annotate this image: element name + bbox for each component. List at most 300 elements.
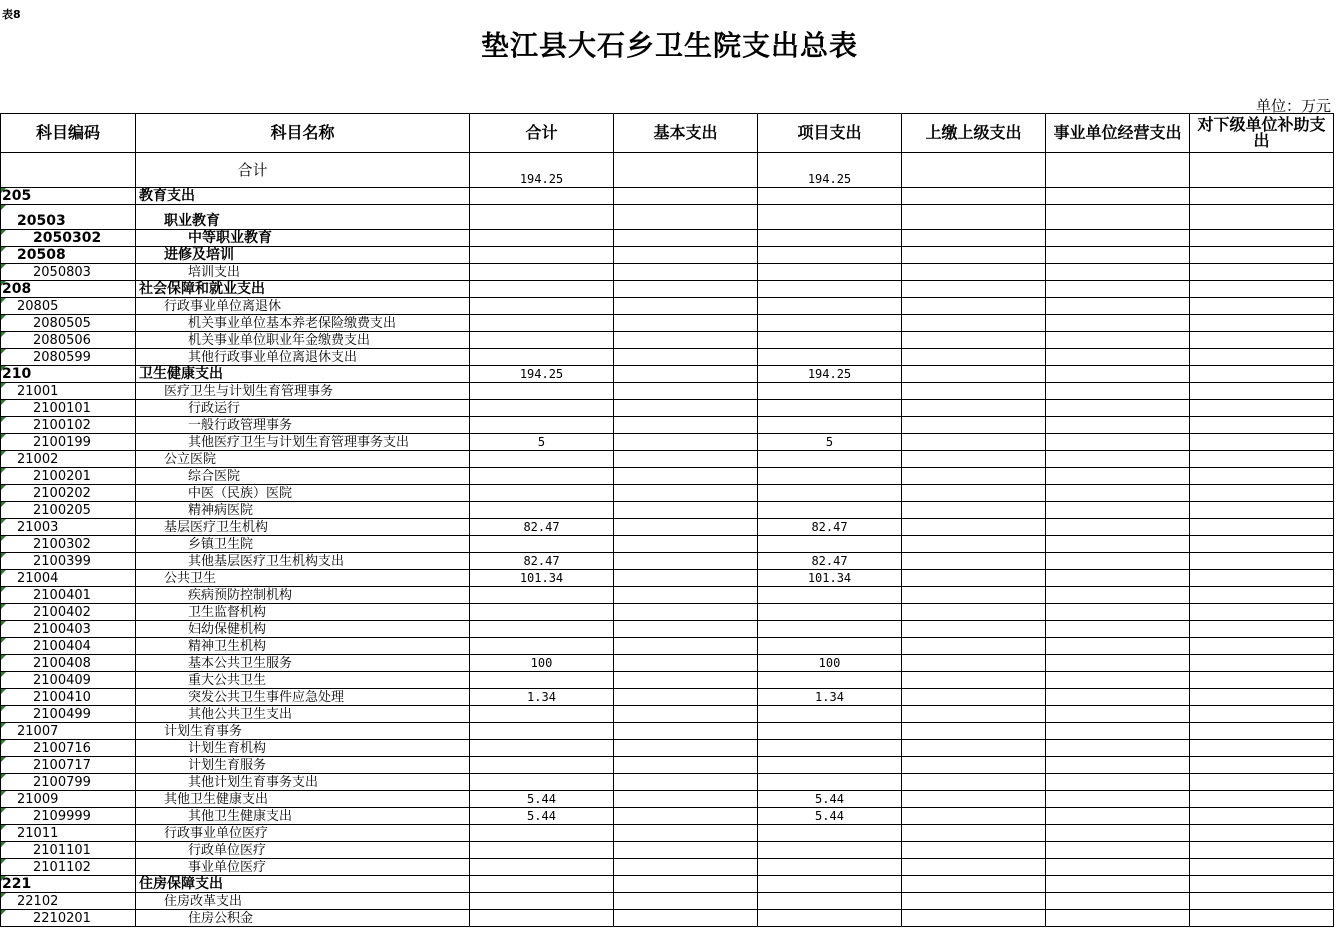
row-basic xyxy=(614,247,758,264)
row-name: 事业单位医疗 xyxy=(136,859,470,876)
row-upper xyxy=(902,281,1046,298)
row-business xyxy=(1046,859,1190,876)
row-name: 其他卫生健康支出 xyxy=(136,808,470,825)
row-project xyxy=(758,205,902,230)
row-basic xyxy=(614,281,758,298)
row-subsidy xyxy=(1190,706,1334,723)
row-sum xyxy=(470,859,614,876)
row-project: 5.44 xyxy=(758,791,902,808)
row-name: 机关事业单位基本养老保险缴费支出 xyxy=(136,315,470,332)
row-upper xyxy=(902,468,1046,485)
row-business xyxy=(1046,400,1190,417)
row-project xyxy=(758,910,902,927)
header-sum: 合计 xyxy=(470,114,614,153)
row-business xyxy=(1046,188,1190,205)
row-sum xyxy=(470,281,614,298)
row-project xyxy=(758,706,902,723)
row-upper xyxy=(902,264,1046,281)
total-label: 合计 xyxy=(136,153,470,188)
row-business xyxy=(1046,553,1190,570)
row-code: 2101101 xyxy=(1,842,136,859)
table-row xyxy=(1,842,1334,859)
row-business xyxy=(1046,655,1190,672)
page-title: 垫江县大石乡卫生院支出总表 xyxy=(480,29,858,62)
row-business xyxy=(1046,604,1190,621)
row-project xyxy=(758,740,902,757)
row-code: 221 xyxy=(1,876,136,893)
row-business xyxy=(1046,298,1190,315)
row-business xyxy=(1046,366,1190,383)
header-name: 科目名称 xyxy=(136,114,470,153)
row-project: 82.47 xyxy=(758,519,902,536)
row-business xyxy=(1046,536,1190,553)
row-project xyxy=(758,383,902,400)
row-business xyxy=(1046,740,1190,757)
unit-label: 单位：万元 xyxy=(1255,97,1331,115)
row-code: 2100799 xyxy=(1,774,136,791)
row-basic xyxy=(614,587,758,604)
row-upper xyxy=(902,502,1046,519)
row-code: 2101102 xyxy=(1,859,136,876)
row-name: 一般行政管理事务 xyxy=(136,417,470,434)
row-subsidy xyxy=(1190,859,1334,876)
row-business xyxy=(1046,570,1190,587)
table-row xyxy=(1,281,1334,298)
row-basic xyxy=(614,205,758,230)
total-business xyxy=(1046,153,1190,188)
total-sum: 194.25 xyxy=(470,153,614,188)
header-code: 科目编码 xyxy=(1,114,136,153)
row-name: 进修及培训 xyxy=(136,247,470,264)
row-basic xyxy=(614,621,758,638)
row-business xyxy=(1046,638,1190,655)
row-project xyxy=(758,723,902,740)
row-upper xyxy=(902,332,1046,349)
row-sum: 101.34 xyxy=(470,570,614,587)
row-upper xyxy=(902,553,1046,570)
row-basic xyxy=(614,417,758,434)
row-sum xyxy=(470,825,614,842)
row-subsidy xyxy=(1190,264,1334,281)
row-subsidy xyxy=(1190,188,1334,205)
row-business xyxy=(1046,808,1190,825)
row-sum xyxy=(470,757,614,774)
row-project xyxy=(758,281,902,298)
table-row xyxy=(1,205,1334,230)
table-row xyxy=(1,655,1334,672)
table-row xyxy=(1,247,1334,264)
table-row xyxy=(1,910,1334,927)
row-name: 卫生健康支出 xyxy=(136,366,470,383)
row-subsidy xyxy=(1190,689,1334,706)
row-basic xyxy=(614,451,758,468)
table-row xyxy=(1,417,1334,434)
row-name: 行政运行 xyxy=(136,400,470,417)
row-project xyxy=(758,230,902,247)
row-subsidy xyxy=(1190,315,1334,332)
row-upper xyxy=(902,417,1046,434)
row-subsidy xyxy=(1190,247,1334,264)
row-sum xyxy=(470,247,614,264)
row-name: 其他计划生育事务支出 xyxy=(136,774,470,791)
row-project: 82.47 xyxy=(758,553,902,570)
row-name: 其他卫生健康支出 xyxy=(136,791,470,808)
row-business xyxy=(1046,876,1190,893)
row-sum xyxy=(470,468,614,485)
row-basic xyxy=(614,434,758,451)
table-row xyxy=(1,638,1334,655)
row-sum xyxy=(470,638,614,655)
row-sum: 82.47 xyxy=(470,553,614,570)
row-name: 其他行政事业单位离退休支出 xyxy=(136,349,470,366)
row-business xyxy=(1046,434,1190,451)
row-code: 2100403 xyxy=(1,621,136,638)
row-sum: 5.44 xyxy=(470,791,614,808)
row-business xyxy=(1046,485,1190,502)
row-subsidy xyxy=(1190,774,1334,791)
row-basic xyxy=(614,876,758,893)
row-business xyxy=(1046,825,1190,842)
row-name: 其他基层医疗卫生机构支出 xyxy=(136,553,470,570)
row-sum xyxy=(470,672,614,689)
table-row xyxy=(1,400,1334,417)
row-upper xyxy=(902,910,1046,927)
row-name: 其他医疗卫生与计划生育管理事务支出 xyxy=(136,434,470,451)
row-code: 2100199 xyxy=(1,434,136,451)
table-row xyxy=(1,774,1334,791)
row-project xyxy=(758,332,902,349)
row-subsidy xyxy=(1190,876,1334,893)
row-subsidy xyxy=(1190,519,1334,536)
row-subsidy xyxy=(1190,757,1334,774)
row-business xyxy=(1046,910,1190,927)
row-sum xyxy=(470,485,614,502)
row-basic xyxy=(614,536,758,553)
row-code: 21001 xyxy=(1,383,136,400)
row-name: 妇幼保健机构 xyxy=(136,621,470,638)
row-basic xyxy=(614,672,758,689)
table-row xyxy=(1,230,1334,247)
row-business xyxy=(1046,264,1190,281)
row-sum xyxy=(470,349,614,366)
row-project xyxy=(758,876,902,893)
row-subsidy xyxy=(1190,587,1334,604)
row-business xyxy=(1046,468,1190,485)
row-project xyxy=(758,188,902,205)
row-name: 基本公共卫生服务 xyxy=(136,655,470,672)
row-sum xyxy=(470,400,614,417)
row-upper xyxy=(902,706,1046,723)
row-project xyxy=(758,621,902,638)
row-name: 精神卫生机构 xyxy=(136,638,470,655)
row-project xyxy=(758,842,902,859)
row-subsidy xyxy=(1190,298,1334,315)
row-business xyxy=(1046,774,1190,791)
row-business xyxy=(1046,281,1190,298)
row-project xyxy=(758,485,902,502)
row-subsidy xyxy=(1190,451,1334,468)
header-business: 事业单位经营支出 xyxy=(1046,114,1190,153)
row-upper xyxy=(902,638,1046,655)
row-name: 精神病医院 xyxy=(136,502,470,519)
row-name: 教育支出 xyxy=(136,188,470,205)
row-business xyxy=(1046,417,1190,434)
row-project xyxy=(758,893,902,910)
row-code: 2100399 xyxy=(1,553,136,570)
row-business xyxy=(1046,230,1190,247)
row-project xyxy=(758,757,902,774)
row-basic xyxy=(614,893,758,910)
row-business xyxy=(1046,842,1190,859)
row-code: 21004 xyxy=(1,570,136,587)
row-project xyxy=(758,672,902,689)
row-basic xyxy=(614,553,758,570)
row-sum: 194.25 xyxy=(470,366,614,383)
row-basic xyxy=(614,315,758,332)
row-business xyxy=(1046,502,1190,519)
row-subsidy xyxy=(1190,281,1334,298)
row-code: 2080599 xyxy=(1,349,136,366)
row-subsidy xyxy=(1190,791,1334,808)
table-row xyxy=(1,485,1334,502)
row-code: 2080506 xyxy=(1,332,136,349)
row-name: 疾病预防控制机构 xyxy=(136,587,470,604)
row-upper xyxy=(902,434,1046,451)
row-name: 综合医院 xyxy=(136,468,470,485)
row-business xyxy=(1046,893,1190,910)
row-subsidy xyxy=(1190,825,1334,842)
row-sum xyxy=(470,621,614,638)
row-basic xyxy=(614,706,758,723)
row-project xyxy=(758,825,902,842)
row-code: 2050803 xyxy=(1,264,136,281)
row-subsidy xyxy=(1190,332,1334,349)
row-subsidy xyxy=(1190,366,1334,383)
row-subsidy xyxy=(1190,893,1334,910)
table-row xyxy=(1,621,1334,638)
row-upper xyxy=(902,451,1046,468)
row-sum xyxy=(470,298,614,315)
row-basic xyxy=(614,604,758,621)
row-project xyxy=(758,298,902,315)
table-row xyxy=(1,723,1334,740)
table-row xyxy=(1,188,1334,205)
table-row xyxy=(1,706,1334,723)
row-name: 社会保障和就业支出 xyxy=(136,281,470,298)
row-code: 2100404 xyxy=(1,638,136,655)
table-row xyxy=(1,519,1334,536)
row-upper xyxy=(902,400,1046,417)
row-sum: 100 xyxy=(470,655,614,672)
row-code: 2100101 xyxy=(1,400,136,417)
row-project xyxy=(758,604,902,621)
row-sum xyxy=(470,604,614,621)
row-subsidy xyxy=(1190,808,1334,825)
row-subsidy xyxy=(1190,536,1334,553)
row-upper xyxy=(902,366,1046,383)
row-sum xyxy=(470,536,614,553)
row-upper xyxy=(902,188,1046,205)
total-row xyxy=(1,153,1334,188)
row-basic xyxy=(614,689,758,706)
row-subsidy xyxy=(1190,655,1334,672)
row-name: 中等职业教育 xyxy=(136,230,470,247)
row-sum: 82.47 xyxy=(470,519,614,536)
row-code: 2100302 xyxy=(1,536,136,553)
row-upper xyxy=(902,774,1046,791)
row-upper xyxy=(902,315,1046,332)
row-code: 2100201 xyxy=(1,468,136,485)
row-business xyxy=(1046,349,1190,366)
table-row xyxy=(1,383,1334,400)
row-subsidy xyxy=(1190,842,1334,859)
row-basic xyxy=(614,842,758,859)
row-project xyxy=(758,264,902,281)
row-subsidy xyxy=(1190,621,1334,638)
row-upper xyxy=(902,519,1046,536)
row-project: 5.44 xyxy=(758,808,902,825)
row-basic xyxy=(614,468,758,485)
row-sum xyxy=(470,451,614,468)
table-row xyxy=(1,757,1334,774)
row-name: 医疗卫生与计划生育管理事务 xyxy=(136,383,470,400)
row-subsidy xyxy=(1190,553,1334,570)
row-code: 21003 xyxy=(1,519,136,536)
table-row xyxy=(1,434,1334,451)
row-business xyxy=(1046,689,1190,706)
row-basic xyxy=(614,910,758,927)
row-business xyxy=(1046,723,1190,740)
row-project xyxy=(758,247,902,264)
table-row xyxy=(1,570,1334,587)
row-code: 2100409 xyxy=(1,672,136,689)
row-project xyxy=(758,349,902,366)
row-upper xyxy=(902,791,1046,808)
row-subsidy xyxy=(1190,434,1334,451)
row-upper xyxy=(902,230,1046,247)
row-sum xyxy=(470,502,614,519)
row-name: 公立医院 xyxy=(136,451,470,468)
table-row xyxy=(1,604,1334,621)
row-code: 21002 xyxy=(1,451,136,468)
row-subsidy xyxy=(1190,485,1334,502)
row-basic xyxy=(614,264,758,281)
row-business xyxy=(1046,672,1190,689)
row-upper xyxy=(902,655,1046,672)
row-project xyxy=(758,417,902,434)
row-project xyxy=(758,536,902,553)
row-basic xyxy=(614,383,758,400)
row-basic xyxy=(614,655,758,672)
row-business xyxy=(1046,332,1190,349)
row-basic xyxy=(614,298,758,315)
row-basic xyxy=(614,230,758,247)
row-business xyxy=(1046,621,1190,638)
row-upper xyxy=(902,383,1046,400)
row-sum xyxy=(470,842,614,859)
row-code: 21011 xyxy=(1,825,136,842)
row-project xyxy=(758,587,902,604)
expenditure-table xyxy=(0,113,1334,927)
row-basic xyxy=(614,519,758,536)
table-number: 表8 xyxy=(2,8,21,21)
row-code: 2050302 xyxy=(1,230,136,247)
row-name: 行政事业单位医疗 xyxy=(136,825,470,842)
row-subsidy xyxy=(1190,740,1334,757)
row-basic xyxy=(614,774,758,791)
row-subsidy xyxy=(1190,400,1334,417)
table-row xyxy=(1,672,1334,689)
row-code: 2210201 xyxy=(1,910,136,927)
table-row xyxy=(1,451,1334,468)
row-code: 2100716 xyxy=(1,740,136,757)
row-project xyxy=(758,468,902,485)
row-code: 22102 xyxy=(1,893,136,910)
table-row xyxy=(1,332,1334,349)
row-code: 20503 xyxy=(1,205,136,230)
row-basic xyxy=(614,349,758,366)
total-basic xyxy=(614,153,758,188)
table-row xyxy=(1,468,1334,485)
row-project: 1.34 xyxy=(758,689,902,706)
row-project xyxy=(758,859,902,876)
table-row xyxy=(1,876,1334,893)
row-upper xyxy=(902,536,1046,553)
row-upper xyxy=(902,298,1046,315)
header-basic: 基本支出 xyxy=(614,114,758,153)
row-code: 208 xyxy=(1,281,136,298)
row-name: 公共卫生 xyxy=(136,570,470,587)
total-code-cell xyxy=(1,153,136,188)
row-code: 2100717 xyxy=(1,757,136,774)
row-basic xyxy=(614,757,758,774)
row-basic xyxy=(614,188,758,205)
row-subsidy xyxy=(1190,672,1334,689)
row-upper xyxy=(902,689,1046,706)
row-code: 2109999 xyxy=(1,808,136,825)
row-business xyxy=(1046,587,1190,604)
row-subsidy xyxy=(1190,468,1334,485)
row-subsidy xyxy=(1190,638,1334,655)
row-business xyxy=(1046,383,1190,400)
row-subsidy xyxy=(1190,230,1334,247)
row-project xyxy=(758,638,902,655)
table-row xyxy=(1,791,1334,808)
row-basic xyxy=(614,723,758,740)
row-project: 100 xyxy=(758,655,902,672)
row-upper xyxy=(902,842,1046,859)
row-name: 职业教育 xyxy=(136,205,470,230)
row-name: 培训支出 xyxy=(136,264,470,281)
row-code: 2100102 xyxy=(1,417,136,434)
row-subsidy xyxy=(1190,349,1334,366)
table-row xyxy=(1,893,1334,910)
row-basic xyxy=(614,332,758,349)
row-code: 2100402 xyxy=(1,604,136,621)
row-subsidy xyxy=(1190,205,1334,230)
row-upper xyxy=(902,876,1046,893)
table-row xyxy=(1,366,1334,383)
table-row xyxy=(1,502,1334,519)
row-name: 重大公共卫生 xyxy=(136,672,470,689)
row-project: 5 xyxy=(758,434,902,451)
row-name: 突发公共卫生事件应急处理 xyxy=(136,689,470,706)
row-sum xyxy=(470,706,614,723)
row-basic xyxy=(614,825,758,842)
row-subsidy xyxy=(1190,502,1334,519)
row-upper xyxy=(902,621,1046,638)
row-code: 20805 xyxy=(1,298,136,315)
